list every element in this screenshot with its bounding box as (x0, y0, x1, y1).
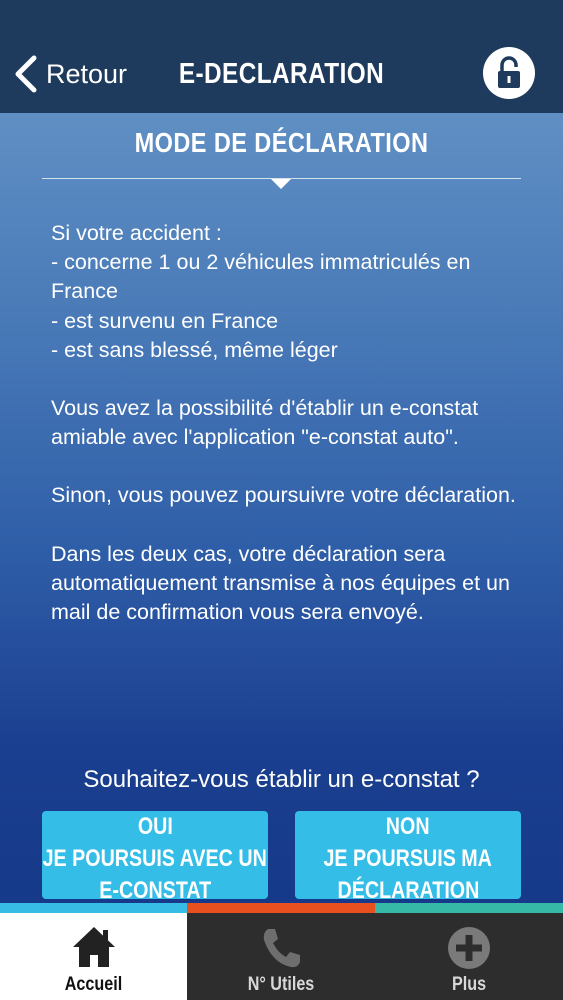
main-content (0, 113, 563, 903)
color-strip-teal (375, 903, 563, 913)
tab-accueil-label: Accueil (64, 974, 123, 995)
yes-econstat-button[interactable] (42, 811, 268, 899)
condition-injury: - est sans blessé, même léger (51, 337, 338, 362)
conditions-intro: Si votre accident : (51, 221, 222, 245)
no-button-line3: DÉCLARATION (337, 877, 479, 899)
no-button-line1: NON (386, 813, 430, 840)
home-icon (71, 925, 117, 969)
divider-arrow-icon (271, 179, 291, 189)
condition-location: - est survenu en France (51, 308, 279, 333)
chevron-left-icon (12, 54, 38, 94)
paragraph-econstat: Vous avez la possibilité d'établir un e-constat amiable avec l'application "e-constat auto". (51, 396, 479, 450)
econstat-question: Souhaitez-vous établir un e-constat ? (83, 766, 480, 793)
bottom-tab-bar (0, 913, 563, 1000)
tab-plus-label: Plus (451, 974, 487, 995)
phone-icon (258, 925, 304, 971)
unlock-button[interactable] (483, 47, 535, 99)
page-title: E-DECLARATION (178, 58, 385, 90)
tab-plus[interactable] (375, 913, 563, 1000)
yes-button-line2: JE POURSUIS AVEC UN (42, 845, 268, 872)
paragraph-conditions (51, 219, 531, 365)
info-text (51, 219, 531, 656)
no-continue-declaration-button[interactable] (295, 811, 521, 899)
unlock-icon (494, 56, 524, 90)
yes-button-line3: E-CONSTAT (99, 877, 211, 899)
color-strip-orange (187, 903, 375, 913)
tab-accueil[interactable] (0, 913, 187, 1000)
tab-numeros-utiles[interactable] (187, 913, 375, 1000)
paragraph-continue: Sinon, vous pouvez poursuivre votre déclaration. (51, 483, 516, 508)
tab-numeros-utiles-label: N° Utiles (247, 974, 315, 995)
plus-circle-icon (446, 925, 492, 971)
condition-vehicles: - concerne 1 ou 2 véhicules immatriculés en France (51, 250, 471, 304)
section-title: MODE DE DÉCLARATION (134, 127, 429, 158)
paragraph-confirmation: Dans les deux cas, votre déclaration sera automatiquement transmise à nos équipes et un mail de confirmation vous sera envoyé. (51, 541, 510, 625)
back-label: Retour (46, 58, 128, 89)
no-button-line2: JE POURSUIS MA (323, 845, 493, 872)
top-navbar (0, 0, 563, 113)
yes-button-line1: OUI (137, 813, 173, 840)
color-strip-blue (0, 903, 187, 913)
